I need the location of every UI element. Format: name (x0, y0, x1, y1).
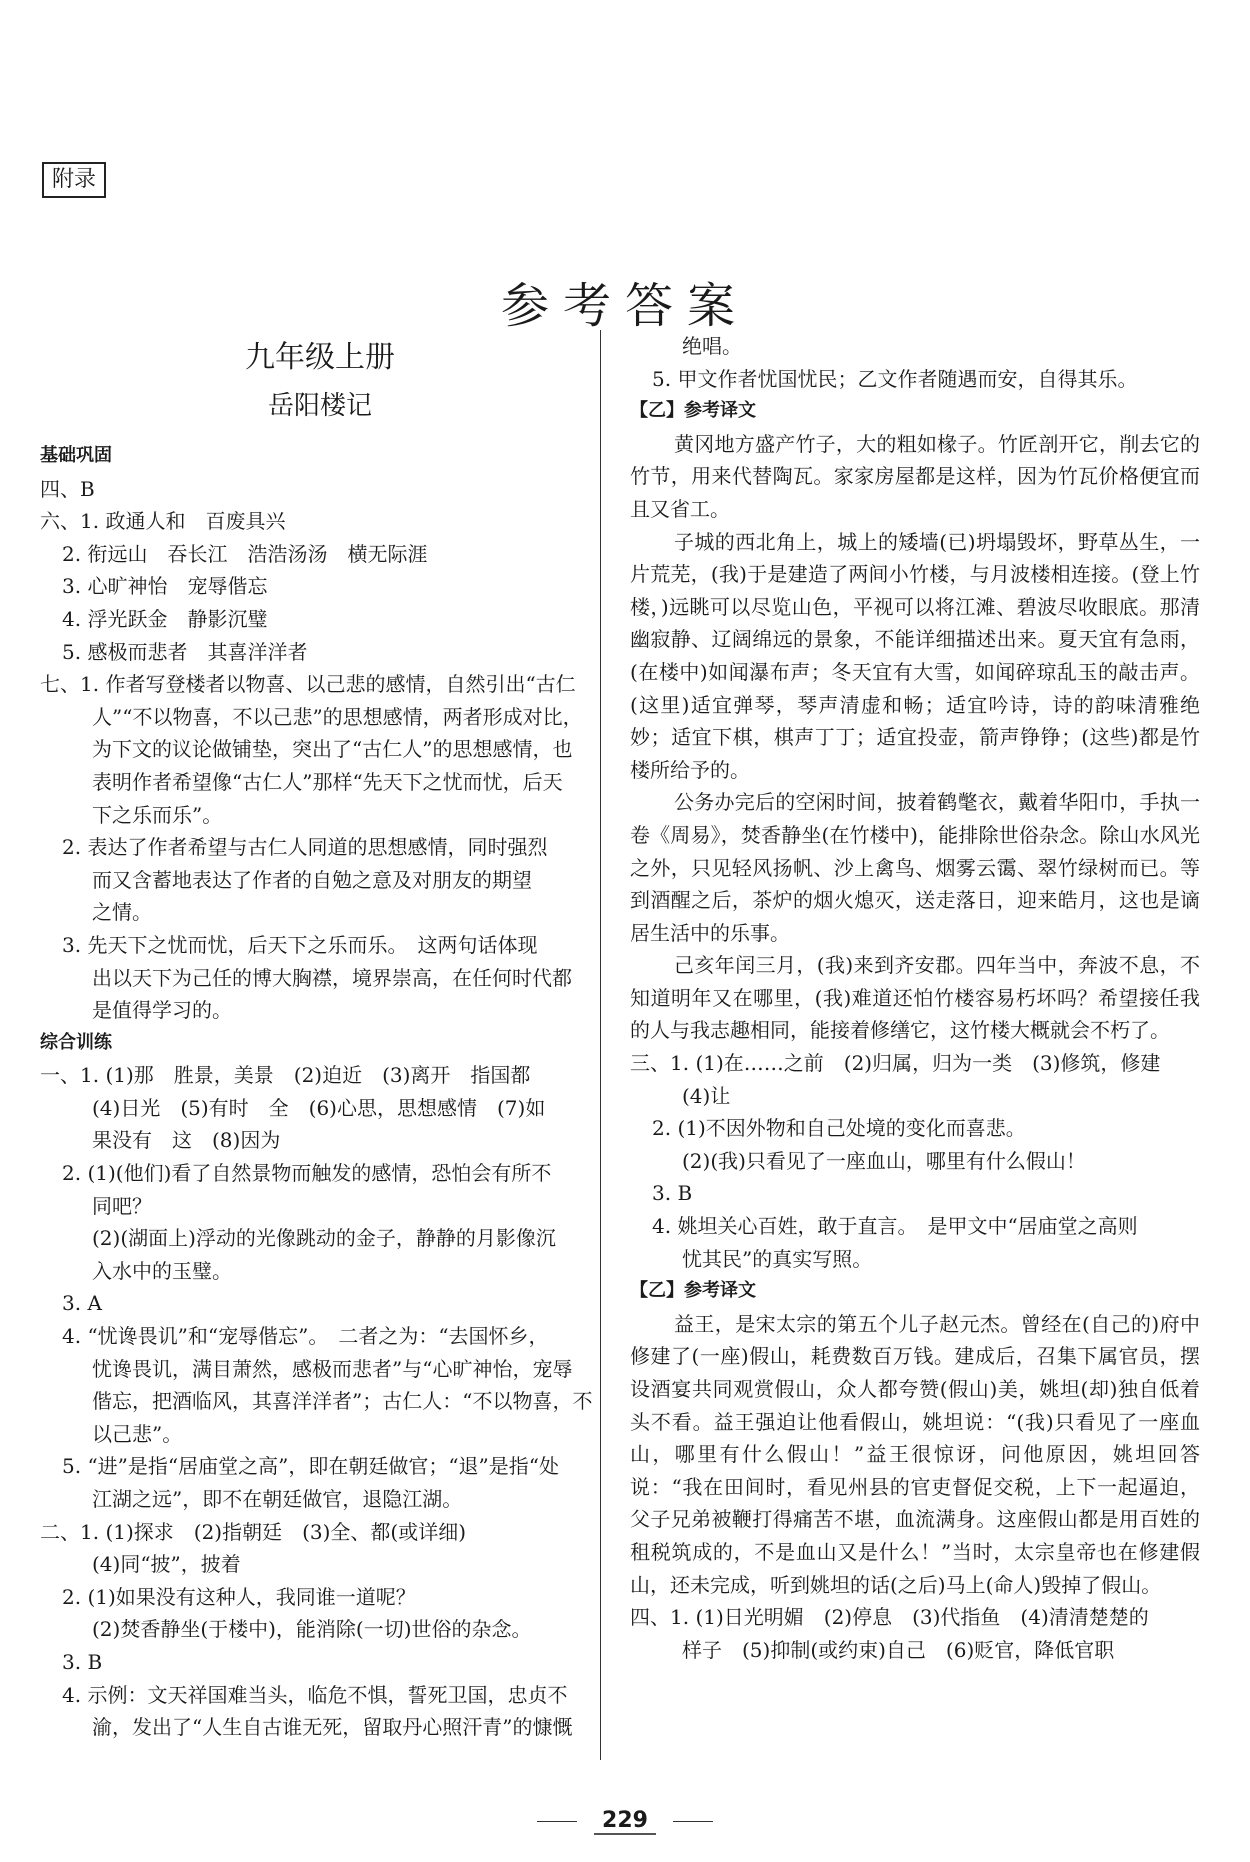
answer-line: 5. “进”是指“居庙堂之高”，即在朝廷做官；“退”是指“处 (62, 1454, 560, 1479)
footer-rule-right (673, 1821, 713, 1822)
answer-line: 四、B (40, 476, 95, 501)
answer-line: 入水中的玉璧。 (92, 1258, 232, 1283)
lesson-heading: 岳阳楼记 (267, 391, 372, 421)
answer-line: 2. (1)(他们)看了自然景物而触发的感情，恐怕会有所不 (62, 1161, 552, 1186)
answer-line: 二、1. (1)探求 (2)指朝廷 (3)全、都(或详细) (40, 1519, 467, 1544)
answer-line: 是值得学习的。 (92, 998, 232, 1023)
answer-line: 2. 衔远山 吞长江 浩浩汤汤 横无际涯 (62, 541, 428, 566)
right-answer-list (630, 330, 1200, 1666)
answer-line: 下之乐而乐”。 (92, 802, 223, 827)
answer-line: 2. 表达了作者希望与古仁人同道的思想感情，同时强烈 (62, 835, 548, 860)
answer-line: 人”“不以物喜，不以己悲”的思想感情，两者形成对比， (92, 704, 583, 729)
answer-line: 绝唱。 (682, 334, 742, 358)
answer-line: (4)让 (682, 1083, 731, 1108)
answer-line: 三、1. (1)在……之前 (2)归属，归为一类 (3)修筑，修建 (630, 1051, 1161, 1076)
answer-line: 为下文的议论做铺垫，突出了“古仁人”的思想感情，也 (92, 737, 573, 762)
answer-line: 果没有 这 (8)因为 (92, 1128, 281, 1153)
answer-line: 4. 姚坦关心百姓，敢于直言。 是甲文中“居庙堂之高则 (652, 1214, 1138, 1239)
answer-line: 六、1. 政通人和 百废具兴 (40, 509, 286, 534)
answer-line: 3. B (652, 1181, 693, 1206)
section-heading: 【乙】参考译文 (630, 400, 756, 422)
answer-line: 江湖之远”，即不在朝廷做官，退隐江湖。 (92, 1487, 463, 1511)
answer-line: 渝，发出了“人生自古谁无死，留取丹心照汗青”的慷慨 (92, 1715, 573, 1740)
translation-paragraph: 益王，是宋太宗的第五个儿子赵元杰。曾经在(自己的)府中修建了(一座)假山，耗费数百万钱。建成后，召集下属官员，摆设酒宴共同观赏假山，众人都夸赞(假山)美，姚坦(却)独自低着头不看。益王强迫让他看假山，姚坦说：“(我)只看见了一座血山，哪里有什么假山！”益王很惊讶，问他原因，姚坦回答说：“我在田间时，看见州县的官吏督促交税，上下一起逼迫，父子兄弟被鞭打得痛苦不堪，血流满身。这座假山都是用百姓的租税筑成的，不是血山又是什么！”当时，太宗皇帝也在修建假山，还未完成，听到姚坦的话(之后)马上(命人)毁掉了假山。 (630, 1311, 1200, 1597)
page-title: 参考答案 (500, 278, 749, 335)
translation-paragraph: 己亥年闰三月，(我)来到齐安郡。四年当中，奔波不息，不知道明年又在哪里，(我)难道还怕竹楼容易朽坏吗？希望接任我的人与我志趣相同，能接着修缮它，这竹楼大概就会不朽了。 (630, 953, 1200, 1043)
translation-paragraph: 黄冈地方盛产竹子，大的粗如椽子。竹匠剖开它，削去它的竹节，用来代替陶瓦。家家房屋都是这样，因为竹瓦价格便宜而且又省工。 (630, 431, 1200, 521)
section-heading: 综合训练 (40, 1031, 112, 1053)
answer-line: (2)(我)只看见了一座血山，哪里有什么假山！ (682, 1148, 1086, 1173)
answer-line: 样子 (5)抑制(或约束)自己 (6)贬官，降低官职 (682, 1637, 1115, 1662)
answer-line: (4)日光 (5)有时 全 (6)心思，思想感情 (7)如 (92, 1095, 546, 1120)
page-footer (0, 1808, 1250, 1835)
answer-line: 偕忘，把酒临风，其喜洋洋者”；古仁人：“不以物喜，不 (92, 1389, 593, 1414)
translation-paragraph: 子城的西北角上，城上的矮墙(已)坍塌毁坏，野草丛生，一片荒芜，(我)于是建造了两间小竹楼，与月波楼相连接。(登上竹楼，)远眺可以尽览山色，平视可以将江滩、碧波尽收眼底。那清幽寂静、辽阔绵远的景象，不能详细描述出来。夏天宜有急雨，(在楼中)如闻瀑布声；冬天宜有大雪，如闻碎琼乱玉的敲击声。(这里)适宜弹琴，琴声清虚和畅；适宜吟诗，诗的韵味清雅绝妙；适宜下棋，棋声丁丁；适宜投壶，箭声铮铮；(这些)都是竹楼所给予的。 (630, 529, 1200, 782)
answer-line: 以己悲”。 (92, 1421, 183, 1446)
answer-line: 4. 浮光跃金 静影沉璧 (62, 606, 268, 631)
footer-rule-left (537, 1821, 577, 1822)
answer-line: 4. 示例：文天祥国难当头，临危不惧，誓死卫国，忠贞不 (62, 1682, 568, 1707)
left-column (40, 330, 600, 1744)
left-answer-list (40, 440, 600, 1744)
answer-line: 4. “忧谗畏讥”和“宠辱偕忘”。 二者之为：“去国怀乡， (62, 1324, 549, 1349)
section-heading: 基础巩固 (40, 445, 112, 466)
answer-line: 5. 感极而悲者 其喜洋洋者 (62, 639, 308, 664)
answer-line: 七、1. 作者写登楼者以物喜、以己悲的感情，自然引出“古仁 (40, 672, 576, 697)
answer-line: (2)(湖面上)浮动的光像跳动的金子，静静的月影像沉 (92, 1226, 556, 1251)
answer-line: 而又含蓄地表达了作者的自勉之意及对朋友的期望 (92, 867, 532, 892)
answer-line: 之情。 (92, 900, 152, 925)
answer-line: 2. (1)如果没有这种人，我同谁一道呢？ (62, 1584, 416, 1609)
answer-line: 3. B (62, 1649, 103, 1674)
answer-line: (4)同“披”，披着 (92, 1552, 241, 1577)
translation-paragraph: 公务办完后的空闲时间，披着鹤氅衣，戴着华阳巾，手执一卷《周易》，焚香静坐(在竹楼中)，能排除世俗杂念。除山水风光之外，只见轻风扬帆、沙上禽鸟、烟雾云霭、翠竹绿树而已。等到酒醒之后，茶炉的烟火熄灭，送走落日，迎来皓月，这也是谪居生活中的乐事。 (630, 790, 1200, 945)
answer-line: 3. 先天下之忧而忧，后天下之乐而乐。 这两句话体现 (62, 932, 538, 957)
answer-line: 2. (1)不因外物和自己处境的变化而喜悲。 (652, 1116, 1026, 1141)
page-number: 229 (594, 1808, 656, 1835)
answer-line: 四、1. (1)日光明媚 (2)停息 (3)代指鱼 (4)清清楚楚的 (630, 1605, 1149, 1630)
answer-line: 忧其民”的真实写照。 (682, 1246, 873, 1271)
answer-line: 3. 心旷神怡 宠辱偕忘 (62, 574, 268, 599)
column-divider (600, 330, 601, 1760)
section-heading: 【乙】参考译文 (630, 1280, 756, 1302)
answer-line: 一、1. (1)那 胜景，美景 (2)迫近 (3)离开 指国都 (40, 1063, 531, 1088)
answer-line: 3. A (62, 1291, 102, 1316)
answer-line: 出以天下为己任的博大胸襟，境界崇高，在任何时代都 (92, 965, 572, 990)
answer-line: 同吧？ (92, 1193, 152, 1218)
answer-line: (2)焚香静坐(于楼中)，能消除(一切)世俗的杂念。 (92, 1617, 532, 1642)
grade-heading: 九年级上册 (245, 340, 395, 375)
answer-line: 忧谗畏讥，满目萧然，感极而悲者”与“心旷神怡，宠辱 (92, 1356, 573, 1381)
answer-line: 5. 甲文作者忧国忧民；乙文作者随遇而安，自得其乐。 (652, 366, 1138, 391)
appendix-tag: 附录 (42, 162, 106, 198)
right-column (630, 330, 1200, 1666)
answer-line: 表明作者希望像“古仁人”那样“先天下之忧而忧，后天 (92, 769, 563, 794)
